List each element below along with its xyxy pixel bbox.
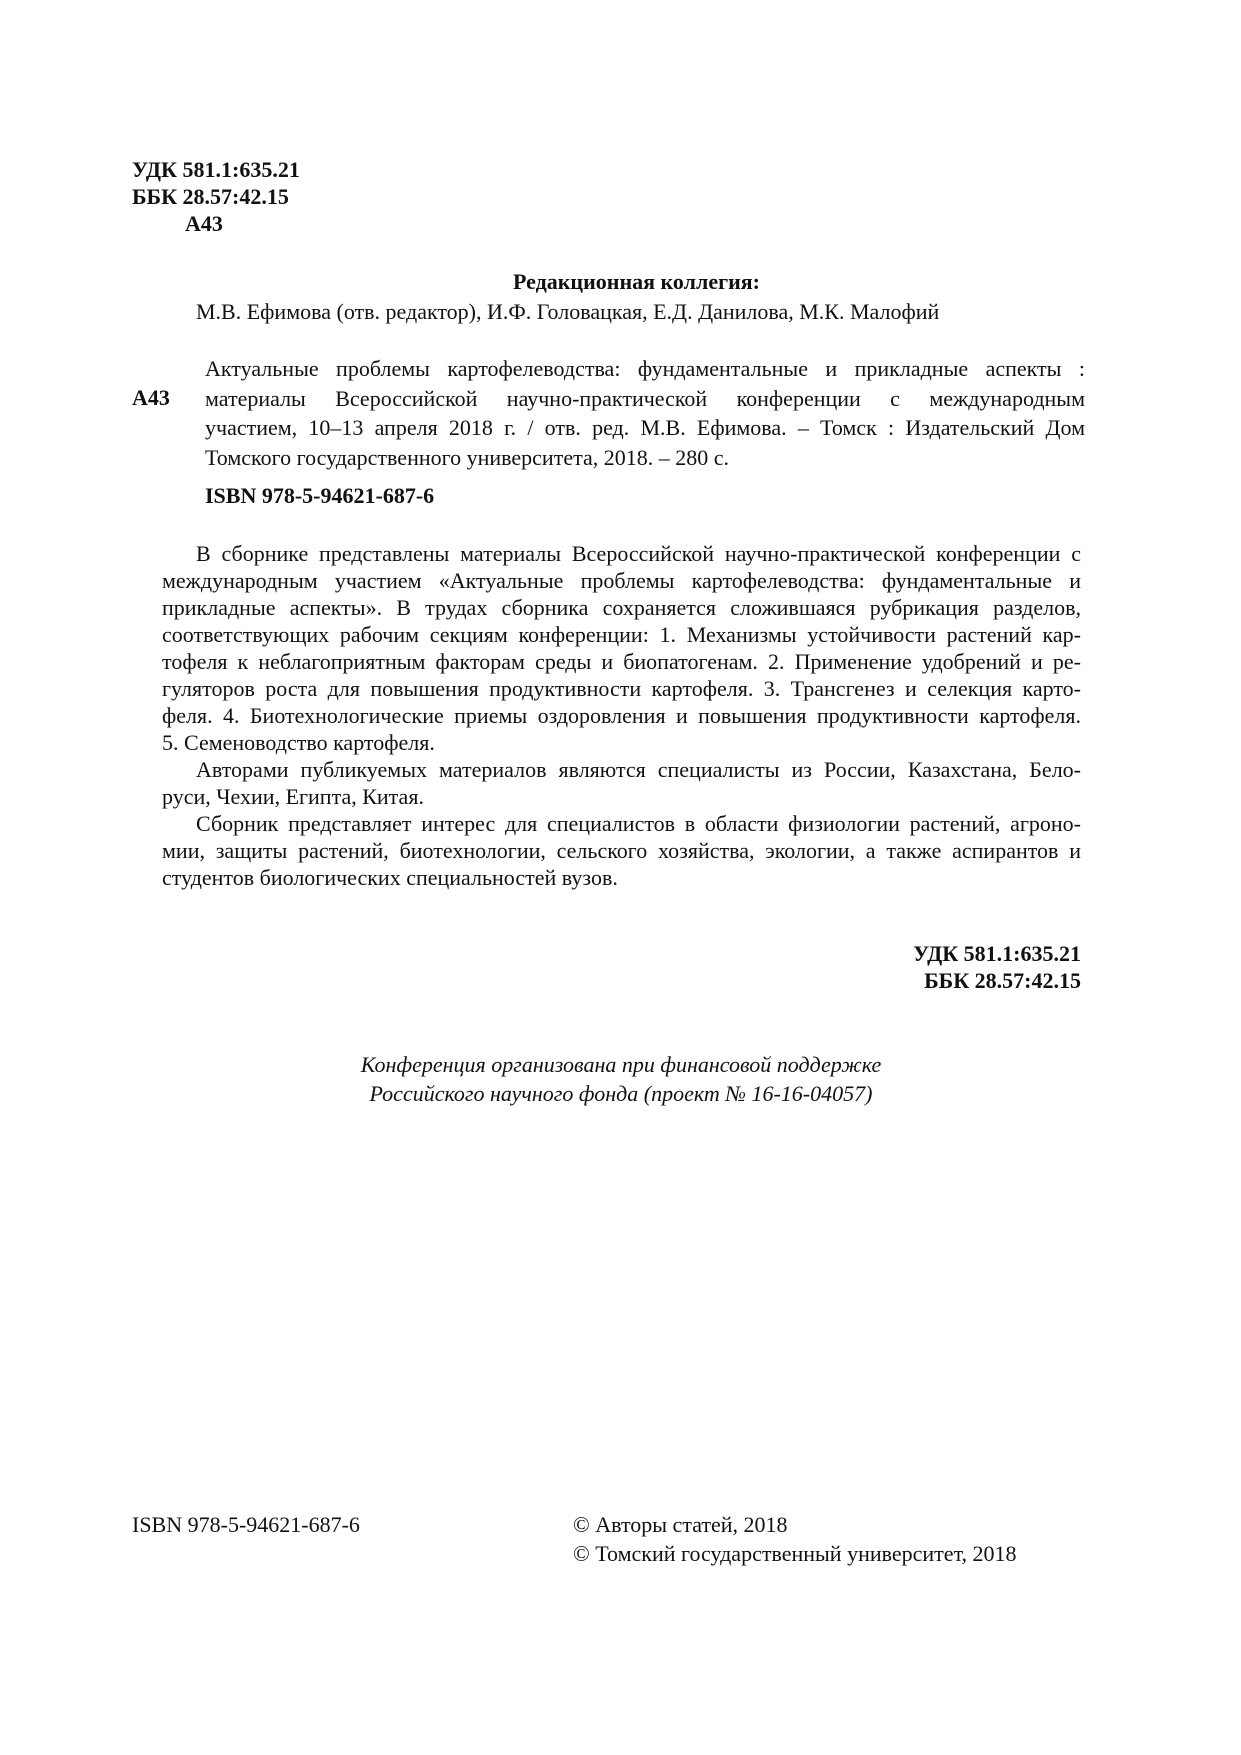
udk-code-bottom: УДК 581.1:635.21 bbox=[913, 941, 1081, 966]
abstract-line: гуляторов роста для повышения продуктивности картофеля. 3. Трансгенез и селекция карто- bbox=[162, 676, 1081, 701]
abstract-line: студентов биологических специальностей вузов. bbox=[162, 865, 618, 890]
bbk-code-bottom: ББК 28.57:42.15 bbox=[924, 968, 1081, 993]
abstract-line: международным участием «Актуальные проблемы картофелеводства: фундаментальные и bbox=[162, 568, 1081, 593]
funding-note-line: Российского научного фонда (проект № 16-16-04057) bbox=[369, 1081, 873, 1106]
bbk-code: ББК 28.57:42.15 bbox=[132, 184, 289, 209]
record-isbn: ISBN 978-5-94621-687-6 bbox=[205, 483, 435, 508]
record-line: участием, 10–13 апреля 2018 г. / отв. ред. М.В. Ефимова. – Томск : Издательский Дом bbox=[205, 415, 1085, 440]
abstract-line: руси, Чехии, Египта, Китая. bbox=[162, 784, 424, 809]
abstract-line: феля. 4. Биотехнологические приемы оздоровления и повышения продуктивности картофеля. bbox=[162, 703, 1081, 728]
editorial-board-members: М.В. Ефимова (отв. редактор), И.Ф. Головацкая, Е.Д. Данилова, М.К. Малофий bbox=[196, 299, 940, 324]
record-line: Томского государственного университета, 2018. – 280 с. bbox=[205, 444, 729, 470]
copyright-university: © Томский государственный университет, 2018 bbox=[573, 1541, 1017, 1566]
record-author-mark: А43 bbox=[132, 385, 170, 410]
abstract-line: Сборник представляет интерес для специалистов в области физиологии растений, агроно- bbox=[196, 811, 1081, 836]
copyright-authors: © Авторы статей, 2018 bbox=[573, 1512, 788, 1537]
record-line: Актуальные проблемы картофелеводства: фундаментальные и прикладные аспекты : bbox=[205, 356, 1085, 381]
abstract-line: соответствующих рабочим секциям конференции: 1. Механизмы устойчивости растений кар- bbox=[162, 622, 1081, 647]
funding-note-line: Конференция организована при финансовой поддержке bbox=[360, 1052, 882, 1077]
footer-isbn: ISBN 978-5-94621-687-6 bbox=[132, 1512, 360, 1537]
record-line: материалы Всероссийской научно-практической конференции с международным bbox=[205, 385, 1085, 411]
abstract-line: Авторами публикуемых материалов являются специалисты из России, Казахстана, Бело- bbox=[196, 757, 1081, 782]
abstract-line: мии, защиты растений, биотехнологии, сельского хозяйства, экологии, а также аспирантов и bbox=[162, 838, 1081, 863]
abstract-line: прикладные аспекты». В трудах сборника сохраняется сложившаяся рубрикация разделов, bbox=[162, 595, 1081, 620]
abstract-line: тофеля к неблагоприятным факторам среды и биопатогенам. 2. Применение удобрений и ре- bbox=[162, 649, 1081, 674]
udk-code: УДК 581.1:635.21 bbox=[132, 157, 300, 182]
editorial-board-heading: Редакционная коллегия: bbox=[513, 269, 760, 294]
abstract-line: 5. Семеноводство картофеля. bbox=[162, 730, 435, 755]
author-mark: А43 bbox=[185, 211, 223, 236]
record-description bbox=[205, 354, 1085, 472]
abstract-line: В сборнике представлены материалы Всероссийской научно-практической конференции с bbox=[196, 541, 1081, 566]
